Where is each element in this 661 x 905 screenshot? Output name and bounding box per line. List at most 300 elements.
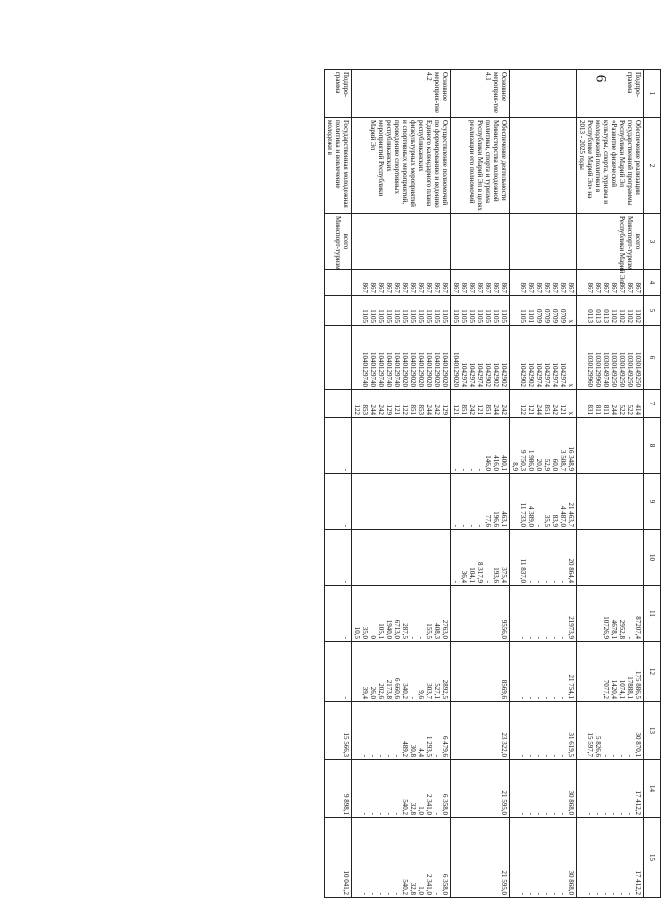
cell-line: Минспорт-туризм [334,216,342,270]
cell-line: 0709 [535,309,543,323]
cell-line: - [361,892,369,895]
cell-line: 3 508,7 [559,450,567,471]
cell-line: 1040129020 [452,352,460,387]
cell-line: - [618,812,626,815]
table-cell-c12 [577,642,644,702]
cell-line: - [342,696,350,699]
cell-line: 21 595,0 [500,870,508,895]
cell-line: 244 [369,404,377,415]
cell-line: 851 [484,404,492,415]
cell-line: - [369,754,377,757]
cell-line: - [551,754,559,757]
cell-line: 1040129020 [425,352,433,387]
table-cell-c4 [451,270,510,296]
cell-line: x [567,383,575,387]
cell-line: 17 412,2 [634,790,642,815]
cell-line: - [551,696,559,699]
cell-line: - [342,580,350,583]
cell-line: 1040129740 [369,352,377,387]
cell-line: 867 [377,282,385,293]
cell-line: 1102 [610,309,618,323]
table-cell-c14 [325,760,352,818]
cell-line: 1105 [468,309,476,323]
table-row [352,70,451,898]
cell-line: - [535,754,543,757]
table-cell-c15 [325,818,352,898]
cell-line: 4,4 [417,748,425,757]
cell-line: 122 [519,404,527,415]
cell-line: 1102 [634,309,642,323]
table-cell-c3 [510,214,577,270]
cell-line: 1030149250 [626,352,634,387]
cell-line: 867 [401,282,409,293]
table-cell-c13 [510,702,577,760]
cell-line: 867 [519,282,527,293]
cell-line: 408,3 [433,623,441,639]
table-cell-c12 [451,642,510,702]
cell-line: 1105 [460,309,468,323]
cell-line: 5 826,6 [594,736,602,757]
cell-line: x [567,411,575,415]
cell-line: 1040129020 [417,352,425,387]
column-number-header: 2 [644,118,661,214]
cell-line: 32,8 [409,802,417,815]
cell-line: 867 [500,282,508,293]
cell-line: 242 [500,404,508,415]
table-cell-c1 [352,70,451,118]
cell-line: - [543,580,551,583]
cell-line: 1105 [425,309,433,323]
cell-line: 10726,9 [602,616,610,639]
cell-line: 522 [626,404,634,415]
cell-line: 121 [527,404,535,415]
cell-line: 0709 [551,309,559,323]
table-cell-c7 [352,390,451,418]
cell-line: 867 [409,282,417,293]
cell-line: 146,0 [484,455,492,471]
cell-line: 1042902 [527,362,535,387]
cell-line: 1040129740 [385,352,393,387]
cell-line: 1040129740 [377,352,385,387]
cell-line: - [610,812,618,815]
cell-line: 1040129740 [361,352,369,387]
cell-line: 4 389,0 [527,506,535,527]
cell-line: - [618,754,626,757]
column-number-header: 9 [644,474,661,530]
table-cell-c8 [451,418,510,474]
cell-line: 105,1 [377,623,385,639]
cell-line: - [559,754,567,757]
cell-line: - [452,580,460,583]
table-cell-c9 [577,474,644,530]
budget-table [324,69,661,898]
cell-line: 155,5 [425,623,433,639]
cell-line: 0709 [543,309,551,323]
table-cell-c13 [577,702,644,760]
table-cell-c5 [510,296,577,326]
cell-line: - [535,696,543,699]
cell-line: 9,6 [417,690,425,699]
cell-line: - [409,696,417,699]
cell-line: 1105 [484,309,492,323]
table-cell-c6 [325,326,352,390]
cell-line: 867 [369,282,377,293]
cell-line: 32,8 [409,882,417,895]
cell-line: 1102 [618,309,626,323]
cell-line: - [602,754,610,757]
table-cell-c4 [577,270,644,296]
cell-line: 867 [452,282,460,293]
cell-line: 867 [535,282,543,293]
cell-line: Республики Марий Эл [618,216,626,283]
cell-line: 242 [433,404,441,415]
column-number-header: 8 [644,418,661,474]
cell-line: 244 [492,404,500,415]
cell-line: - [527,696,535,699]
cell-line: 10 041,2 [342,870,350,895]
cell-line: всего [342,233,350,250]
cell-line: 831 [586,404,594,415]
cell-line: 121 [393,404,401,415]
cell-line: - [535,524,543,527]
cell-line: 867 [594,282,602,293]
cell-line: - [476,468,484,471]
cell-line: 867 [610,282,618,293]
cell-line: 414 [634,404,642,415]
table-cell-c6 [577,326,644,390]
cell-line: 811 [602,404,610,415]
cell-line: - [594,892,602,895]
cell-line: - [626,636,634,639]
cell-line: - [527,636,535,639]
cell-line: 1042902 [484,362,492,387]
table-cell-c7 [451,390,510,418]
table-cell-c14 [451,760,510,818]
column-number-header: 1 [644,70,661,118]
column-number-header: 14 [644,760,661,818]
cell-line: 867 [425,282,433,293]
cell-line: 1040129020 [401,352,409,387]
cell-line: 2 341,0 [425,794,433,815]
cell-line: 522 [618,404,626,415]
cell-line: 867 [543,282,551,293]
cell-line: - [527,892,535,895]
cell-line: 17 412,2 [634,870,642,895]
table-cell-c4 [510,270,577,296]
cell-line: - [626,892,634,895]
cell-line: 9 750,3 [519,450,527,471]
column-number-header: 13 [644,702,661,760]
cell-line: - [559,636,567,639]
cell-line: 287,5 [401,623,409,639]
cell-line: - [626,754,634,757]
cell-line: 52,9 [543,458,551,471]
cell-line: - [433,892,441,895]
cell-text: Подпро-грамма [334,72,350,97]
cell-text: Осуществление полномочий по формированию и ведению Единого календарного плана республиканских физкультурных мероприятий и спортивных мероприятий, проведению спортивных республиканских мероприятий Республики Марий Эл [369,120,449,208]
cell-line: - [361,812,369,815]
cell-line: 2 341,0 [425,874,433,895]
cell-line: 463,1 [500,511,508,527]
cell-line: 1105 [476,309,484,323]
cell-line: 104,1 [468,567,476,583]
table-body [325,70,644,898]
cell-line: 1030149250 [634,352,642,387]
table-cell-c11 [352,586,451,642]
cell-line: 30 868,0 [567,870,575,895]
cell-line: - [535,636,543,639]
table-row [325,70,352,898]
cell-line: - [369,812,377,815]
cell-line: 867 [527,282,535,293]
cell-line: 244 [610,404,618,415]
cell-line: 0113 [594,309,602,323]
cell-line: 867 [385,282,393,293]
table-cell-c5 [352,296,451,326]
column-number-row [644,70,661,898]
cell-line: 416,0 [492,455,500,471]
cell-line: 400,1 [500,455,508,471]
cell-line: 6 358,0 [441,874,449,895]
cell-line: 30,8 [409,744,417,757]
cell-line: - [602,892,610,895]
cell-line: - [393,812,401,815]
cell-line: 21 595,0 [500,790,508,815]
cell-line: 77,6 [484,514,492,527]
cell-line: 196,6 [492,511,500,527]
cell-line: 1042974 [460,362,468,387]
table-cell-c10 [325,530,352,586]
cell-line: - [559,580,567,583]
cell-line: 7077,2 [602,679,610,699]
cell-line: 851 [409,404,417,415]
cell-line: - [519,754,527,757]
cell-line: 1 293,5 [425,736,433,757]
cell-line: 1105 [369,309,377,323]
column-number-header: 12 [644,642,661,702]
cell-line: 1105 [492,309,500,323]
table-cell-c2 [577,118,644,214]
table-row [577,70,644,898]
cell-line: 867 [468,282,476,293]
cell-line: 1,0 [417,886,425,895]
cell-line: 2763,0 [441,619,449,639]
table-cell-c8 [577,418,644,474]
column-number-header: 3 [644,214,661,270]
cell-line: - [527,812,535,815]
column-number-header: 6 [644,326,661,390]
cell-line: 853 [417,404,425,415]
cell-line: 1042902 [500,362,508,387]
cell-line: 867 [393,282,401,293]
cell-text: Обеспечение деятельности Министерства молодежной политики, спорта и туризма Республики Марий Эл в целях реализации его полномочий [468,120,508,211]
cell-line: - [610,754,618,757]
table-row [451,70,510,898]
cell-line: 31 619,5 [567,732,575,757]
cell-line: 867 [361,282,369,293]
cell-line: - [361,754,369,757]
cell-line: 26,0 [369,686,377,699]
table-cell-c1 [451,70,510,118]
cell-line: - [610,892,618,895]
column-number-header: 7 [644,390,661,418]
cell-line: 1042902 [492,362,500,387]
cell-line: 851 [460,404,468,415]
cell-line: - [551,892,559,895]
cell-text: Обеспечение реализации государственной программы Республики Марий Эл «Развитие физической культуры, спорта, туризма и молодежной политики в Республике Марий Эл» на 2013 - 2025 годы [578,120,642,206]
cell-line: - [519,696,527,699]
cell-line: - [543,636,551,639]
cell-line: 122 [353,404,361,415]
cell-line: - [551,636,559,639]
table-cell-c2 [325,118,352,214]
cell-line: 242 [377,404,385,415]
cell-line: 242 [551,404,559,415]
cell-line: 0113 [602,309,610,323]
cell-line: 35,5 [543,514,551,527]
table-cell-c5 [325,296,352,326]
cell-line: 121 [452,404,460,415]
cell-line: 8 317,9 [476,562,484,583]
cell-line: 8,9 [511,462,519,471]
cell-line: 867 [476,282,484,293]
cell-line: - [433,812,441,815]
table-cell-c15 [352,818,451,898]
cell-line: 867 [567,282,575,293]
cell-line: 540,2 [401,879,409,895]
cell-text: Государственная молодежная политика и вовлечение молодежи в [326,120,350,208]
cell-line: 129 [385,404,393,415]
cell-line: 1042974 [476,362,484,387]
cell-line: 867 [586,282,594,293]
cell-line: - [535,580,543,583]
table-cell-c15 [451,818,510,898]
cell-line: - [385,892,393,895]
cell-line: 35,0 [361,626,369,639]
cell-line: 6 358,0 [441,794,449,815]
table-cell-c10 [510,530,577,586]
cell-line: - [468,468,476,471]
cell-line: - [385,812,393,815]
cell-line: 244 [535,404,543,415]
table-cell-c12 [510,642,577,702]
cell-line: 1105 [393,309,401,323]
cell-line: 17888,1 [626,676,634,699]
cell-line: 122 [401,404,409,415]
cell-line: - [484,580,492,583]
table-cell-c8 [510,418,577,474]
cell-line: 15 597,7 [586,732,594,757]
cell-line: 867 [551,282,559,293]
cell-line: 8569,6 [500,679,508,699]
cell-line: 87207,4 [634,616,642,639]
cell-line: 1042902 [519,362,527,387]
table-cell-c12 [352,642,451,702]
table-cell-c12 [325,642,352,702]
table-cell-c8 [325,418,352,474]
cell-line: - [527,754,535,757]
table-cell-c15 [510,818,577,898]
cell-line: 30 870,1 [634,732,642,757]
cell-line: 1105 [441,309,449,323]
cell-line: 811 [594,404,602,415]
cell-line: 60,0 [551,458,559,471]
table-cell-c4 [352,270,451,296]
cell-line: 1074,1 [618,679,626,699]
cell-line: 867 [626,282,634,293]
cell-line: 1042974 [543,362,551,387]
table-cell-c3 [352,214,451,270]
cell-line: - [559,812,567,815]
cell-line: 1105 [361,309,369,323]
page-number: 6 [592,74,609,83]
cell-line: - [460,468,468,471]
cell-line: 1 986,0 [527,450,535,471]
cell-line: 1105 [401,309,409,323]
table-cell-c6 [451,326,510,390]
table-cell-c3 [577,214,644,283]
table-cell-c11 [325,586,352,642]
cell-line: 16 348,9 [567,446,575,471]
cell-line: 867 [492,282,500,293]
cell-line: 867 [634,282,642,293]
cell-line: - [586,812,594,815]
cell-line: 375,4 [500,567,508,583]
table-cell-c14 [510,760,577,818]
cell-text: Основное мероприя-тие 4.1 [484,72,508,113]
cell-line: 6 479,6 [441,736,449,757]
cell-line: - [468,524,476,527]
column-number-header: 5 [644,296,661,326]
cell-line: 1030149740 [602,352,610,387]
cell-line: 1042974 [559,362,567,387]
cell-line: 0709 [559,309,567,323]
cell-text: Подпро-грамма [626,72,642,97]
table-cell-c4 [325,270,352,296]
cell-line: - [543,696,551,699]
budget-table-sheet [139,69,661,897]
cell-line: 1105 [519,309,527,323]
cell-line: 1040129020 [441,352,449,387]
cell-line: 1101 [527,309,535,323]
cell-line: - [559,696,567,699]
table-cell-c3 [451,214,510,270]
table-cell-c1 [325,70,352,118]
cell-line: - [452,468,460,471]
cell-line: 4678,1 [610,619,618,639]
cell-line: 1,0 [417,806,425,815]
cell-line: 1105 [417,309,425,323]
cell-line: 867 [559,282,567,293]
cell-line: 83,9 [551,514,559,527]
table-cell-c9 [451,474,510,530]
table-cell-c7 [325,390,352,418]
cell-line: - [618,892,626,895]
cell-line: 1105 [500,309,508,323]
cell-line: 867 [602,282,610,293]
cell-line: 867 [460,282,468,293]
cell-line: - [543,892,551,895]
table-cell-c11 [510,586,577,642]
cell-line: - [460,524,468,527]
cell-line: 489,2 [401,741,409,757]
cell-line: - [551,812,559,815]
table-cell-c6 [352,326,451,390]
cell-line: 1105 [385,309,393,323]
cell-line: - [393,892,401,895]
table-cell-c2 [451,118,510,214]
table-cell-c8 [352,418,451,474]
